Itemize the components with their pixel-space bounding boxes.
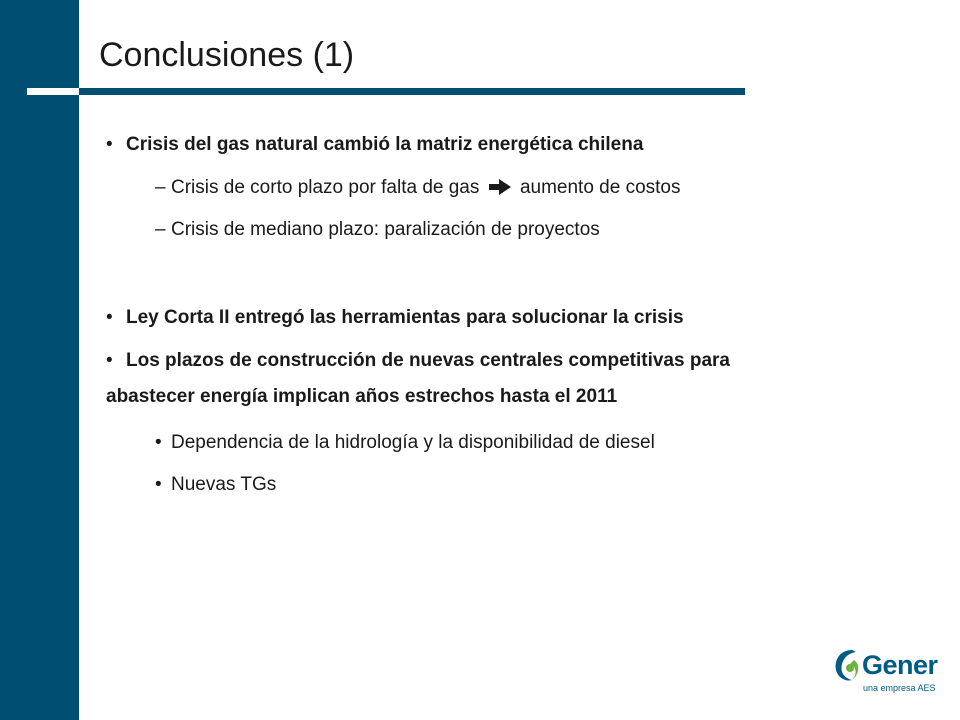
sub-short-term-text-a: Crisis de corto plazo por falta de gas [171,177,480,198]
logo-tagline: una empresa AES [863,683,936,693]
sub-dash: – [155,219,166,240]
bullet-plazos-line2: abastecer energía implican años estrechos hasta el 2011 [106,386,618,407]
sub-short-term [171,177,681,199]
sub-dash: – [155,177,166,198]
slide-title: Conclusiones (1) [99,36,355,74]
right-arrow-icon [489,179,511,195]
gener-swirl-icon [832,646,864,686]
gener-logo [832,640,942,702]
bullet-gas-crisis: Crisis del gas natural cambió la matriz energética chilena [126,134,644,155]
bullet-marker: • [106,134,113,155]
bullet-plazos-line1: Los plazos de construcción de nuevas centrales competitivas para [126,350,730,371]
sub-medium-term: Crisis de mediano plazo: paralización de proyectos [171,219,600,240]
bullet-marker: • [106,350,113,371]
bullet-ley-corta: Ley Corta II entregó las herramientas para solucionar la crisis [126,307,684,328]
sub-short-term-text-b: aumento de costos [519,177,681,198]
sub-hidrologia: Dependencia de la hidrología y la disponibilidad de diesel [171,432,655,453]
sub-nuevas-tgs: Nuevas TGs [171,474,277,495]
sub-bullet-marker: • [155,474,162,495]
logo-wordmark: Gener [862,650,938,680]
sub-bullet-marker: • [155,432,162,453]
bullet-marker: • [106,307,113,328]
